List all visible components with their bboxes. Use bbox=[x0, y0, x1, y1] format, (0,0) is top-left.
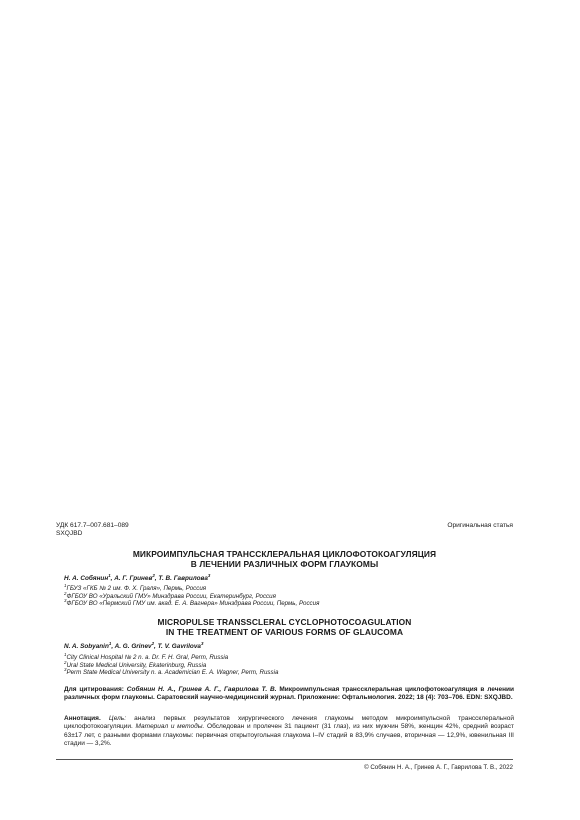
article-type: Оригинальная статья bbox=[447, 522, 513, 529]
affiliation-ru-1-text: ГБУЗ «ГКБ № 2 им. Ф. Х. Граля», Пермь, Россия bbox=[66, 585, 207, 592]
affiliation-ru-3-text: ФГБОУ ВО «Пермский ГМУ им. акад. Е. А. Вагнера» Минздрава России, Пермь, Россия bbox=[66, 600, 320, 608]
title-en-line2: IN THE TREATMENT OF VARIOUS FORMS OF GLAUCOMA bbox=[165, 627, 404, 638]
author-ru-2-sup: 2 bbox=[152, 572, 155, 578]
author-ru-1: Н. А. Собянин bbox=[64, 575, 109, 582]
author-ru-3: Т. В. Гаврилова bbox=[158, 575, 208, 582]
author-en-2-sup: 2 bbox=[151, 640, 155, 646]
affiliation-ru-1-sup: 1 bbox=[64, 582, 67, 588]
citation-authors: Собянин Н. А., Гринев А. Г., Гаврилова Т. В. bbox=[126, 686, 277, 693]
abstract bbox=[64, 715, 514, 748]
title-ru-line1: МИКРОИМПУЛЬСНАЯ ТРАНССКЛЕРАЛЬНАЯ ЦИКЛОФОТОКОАГУЛЯЦИЯ bbox=[132, 549, 437, 559]
authors-en: N. A. Sobyanin$^1$, A. G. Grinev$^2$, T. V. Gavrilova$^3$ bbox=[64, 640, 204, 650]
affiliation-ru-2-sup: 2 bbox=[64, 590, 67, 596]
affiliation-ru-3 bbox=[64, 600, 514, 608]
author-en-2: A. G. Grinev bbox=[114, 643, 152, 650]
author-en-1-sup: 1 bbox=[108, 640, 112, 646]
affiliation-ru-1 bbox=[64, 582, 514, 593]
affiliation-en-2-text: Ural State Medical University, Ekaterinburg, Russia bbox=[66, 661, 207, 669]
footer-divider bbox=[56, 759, 513, 760]
abstract-label: Аннотация. bbox=[64, 715, 101, 722]
title-en-line1: MICROPULSE TRANSSCLERAL CYCLOPHOTOCOAGULATION bbox=[157, 617, 412, 627]
affiliation-en-1 bbox=[64, 651, 514, 662]
udk-code: УДК 617.7–007.681–089 bbox=[56, 522, 129, 529]
citation-label: Для цитирования: bbox=[64, 686, 124, 693]
affiliation-en-3 bbox=[64, 669, 514, 677]
affiliation-en-3-text: Perm State Medical University n. a. Academician E. A. Wagner, Perm, Russia bbox=[66, 669, 279, 677]
affiliation-en-1-sup: 1 bbox=[64, 651, 67, 657]
abstract-aim-label: Цель: bbox=[108, 715, 127, 722]
citation-text: Микроимпульсная транссклеральная циклофотокоагуляция в лечении различных форм глаукомы. Саратовский научно-медицинский журнал. Приложение: Офтальмология. 2022; 18 (4): 703–706. EDN: SXQJBD. bbox=[64, 686, 515, 702]
affiliation-en-3-sup: 3 bbox=[64, 667, 67, 673]
meta-left bbox=[56, 522, 129, 538]
author-en-1: N. A. Sobyanin bbox=[64, 643, 109, 650]
abstract-methods-text: Обследован и пролечен 31 пациент (31 глаз), из них мужчин 58%, женщин 42%, средний возраст 63±17 лет, с разными формами глаукомы: первичная открытоугольная глаукома I–IV стадий в 83,9% случаев, вторичная — 12,9%, ювенильная III стадии — 3,2%. bbox=[64, 723, 515, 747]
title-en bbox=[56, 617, 513, 638]
citation bbox=[64, 686, 514, 702]
affiliation-en-2-sup: 2 bbox=[64, 659, 67, 665]
affiliation-en-1-text: City Clinical Hospital № 2 n. a. Dr. F. H. Gral, Perm, Russia bbox=[66, 654, 229, 661]
author-en-3: T. V. Gavrilova bbox=[157, 643, 201, 650]
author-en-3-sup: 3 bbox=[200, 640, 204, 646]
affiliation-ru-2-text: ФГБОУ ВО «Уральский ГМУ» Минздрава России, Екатеринбург, Россия bbox=[66, 592, 276, 600]
author-ru-3-sup: 3 bbox=[207, 572, 211, 578]
affiliations-ru bbox=[64, 582, 514, 608]
abstract-methods-label: Материал и методы. bbox=[135, 723, 205, 731]
title-ru bbox=[56, 549, 513, 570]
title-ru-line2: В ЛЕЧЕНИИ РАЗЛИЧНЫХ ФОРМ ГЛАУКОМЫ bbox=[190, 559, 379, 570]
affiliations-en bbox=[64, 651, 514, 677]
author-ru-1-sup: 1 bbox=[108, 572, 111, 578]
affiliation-ru-3-sup: 3 bbox=[64, 598, 67, 604]
author-ru-2: А. Г. Гринев bbox=[114, 575, 153, 582]
authors-ru: Н. А. Собянин$^1$, А. Г. Гринев$^2$, Т. В. Гаврилова$^3$ bbox=[64, 572, 211, 582]
edn-code: SXQJBD bbox=[56, 530, 83, 538]
abstract-aim-text: анализ первых результатов хирургического лечения глаукомы методом микроимпульсной транссклеральной циклофотокоагуляции. bbox=[64, 715, 514, 731]
copyright: © Собянин Н. А., Гринев А. Г., Гаврилова Т. В., 2022 bbox=[364, 764, 513, 771]
